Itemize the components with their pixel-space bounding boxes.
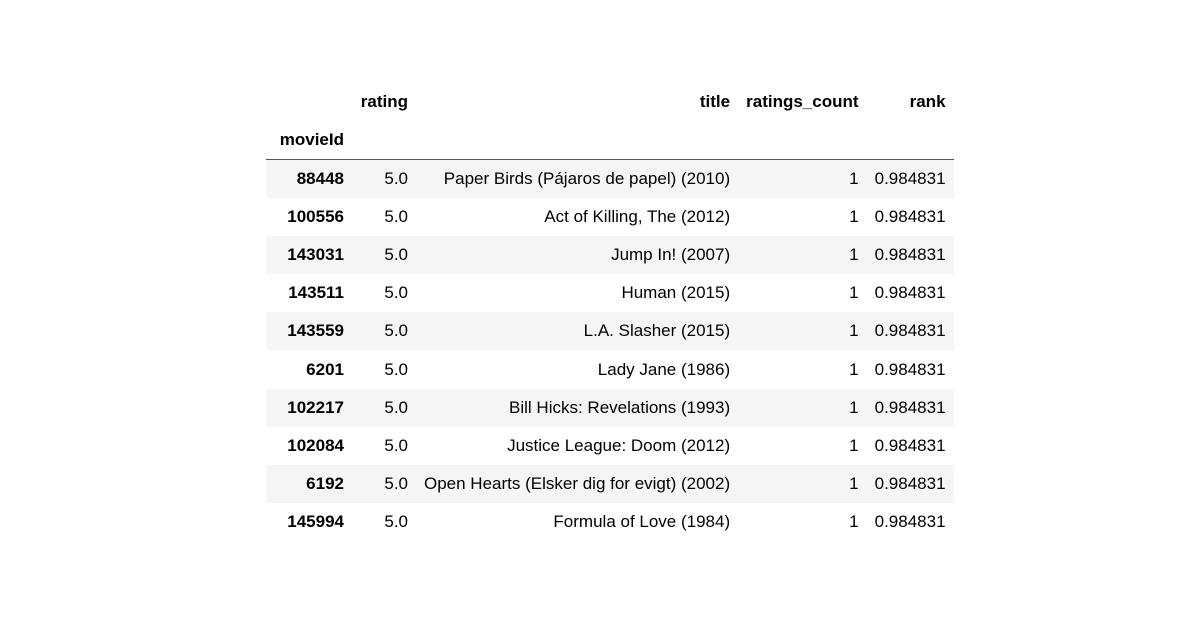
column-header-rating: rating — [360, 91, 408, 111]
row-index-cell: 88448 — [296, 168, 344, 188]
title-cell: Bill Hicks: Revelations (1993) — [509, 397, 731, 417]
rating-cell: 5.0 — [384, 321, 408, 341]
rating-cell: 5.0 — [384, 435, 408, 455]
ratings-count-cell: 1 — [849, 435, 859, 455]
rank-cell: 0.984831 — [874, 397, 946, 417]
ratings-count-cell: 1 — [849, 359, 859, 379]
table-row — [266, 389, 954, 427]
rank-cell: 0.984831 — [874, 435, 946, 455]
ratings-count-cell: 1 — [849, 397, 859, 417]
title-cell: Act of Killing, The (2012) — [544, 206, 731, 226]
ratings-count-cell: 1 — [849, 512, 859, 532]
table-row — [266, 198, 954, 236]
row-index-cell: 6192 — [306, 474, 344, 494]
title-cell: Open Hearts (Elsker dig for evigt) (2002) — [424, 474, 731, 494]
title-cell: Lady Jane (1986) — [597, 359, 731, 379]
rank-cell: 0.984831 — [874, 168, 946, 188]
title-cell: Justice League: Doom (2012) — [507, 435, 731, 455]
title-cell: Jump In! (2007) — [611, 244, 731, 264]
empty-header-cell — [416, 121, 738, 160]
empty-header-cell — [352, 121, 416, 160]
rank-cell: 0.984831 — [874, 359, 946, 379]
row-index-cell: 6201 — [306, 359, 344, 379]
rank-cell: 0.984831 — [874, 474, 946, 494]
index-header-row — [266, 121, 954, 160]
table-body — [266, 160, 954, 542]
ratings-count-cell: 1 — [849, 244, 859, 264]
rank-cell: 0.984831 — [874, 283, 946, 303]
rating-cell: 5.0 — [384, 283, 408, 303]
rating-cell: 5.0 — [384, 244, 408, 264]
rating-cell: 5.0 — [384, 359, 408, 379]
column-header-rank: rank — [909, 91, 946, 111]
column-header-row — [266, 82, 954, 121]
row-index-cell: 102217 — [287, 397, 344, 417]
table-row — [266, 160, 954, 198]
ratings-count-cell: 1 — [849, 206, 859, 226]
rank-cell: 0.984831 — [874, 206, 946, 226]
title-cell: Human (2015) — [621, 283, 731, 303]
table-row — [266, 503, 954, 541]
rank-cell: 0.984831 — [874, 512, 946, 532]
rank-cell: 0.984831 — [874, 321, 946, 341]
table-row — [266, 427, 954, 465]
index-name-header: movieId — [279, 130, 344, 149]
column-header-ratings-count: ratings_count — [746, 91, 859, 111]
ratings-count-cell: 1 — [849, 168, 859, 188]
title-cell: L.A. Slasher (2015) — [583, 321, 731, 341]
rating-cell: 5.0 — [384, 206, 408, 226]
table-row — [266, 274, 954, 312]
rating-cell: 5.0 — [384, 474, 408, 494]
rating-cell: 5.0 — [384, 168, 408, 188]
table-row — [266, 312, 954, 350]
table-row — [266, 236, 954, 274]
rank-cell: 0.984831 — [874, 244, 946, 264]
table-row — [266, 465, 954, 503]
row-index-cell: 100556 — [287, 206, 344, 226]
rating-cell: 5.0 — [384, 512, 408, 532]
ratings-count-cell: 1 — [849, 474, 859, 494]
row-index-cell: 143511 — [288, 283, 344, 303]
rating-cell: 5.0 — [384, 397, 408, 417]
title-cell: Formula of Love (1984) — [553, 512, 731, 532]
row-index-cell: 143031 — [287, 244, 344, 264]
corner-header — [266, 82, 352, 121]
dataframe-table — [266, 82, 954, 541]
ratings-count-cell: 1 — [849, 283, 859, 303]
table-row — [266, 350, 954, 388]
title-cell: Paper Birds (Pájaros de papel) (2010) — [443, 168, 731, 188]
row-index-cell: 143559 — [287, 321, 344, 341]
empty-header-cell — [738, 121, 866, 160]
ratings-count-cell: 1 — [849, 321, 859, 341]
column-header-title: title — [699, 91, 731, 111]
row-index-cell: 145994 — [287, 512, 344, 532]
empty-header-cell — [867, 121, 954, 160]
row-index-cell: 102084 — [287, 435, 344, 455]
